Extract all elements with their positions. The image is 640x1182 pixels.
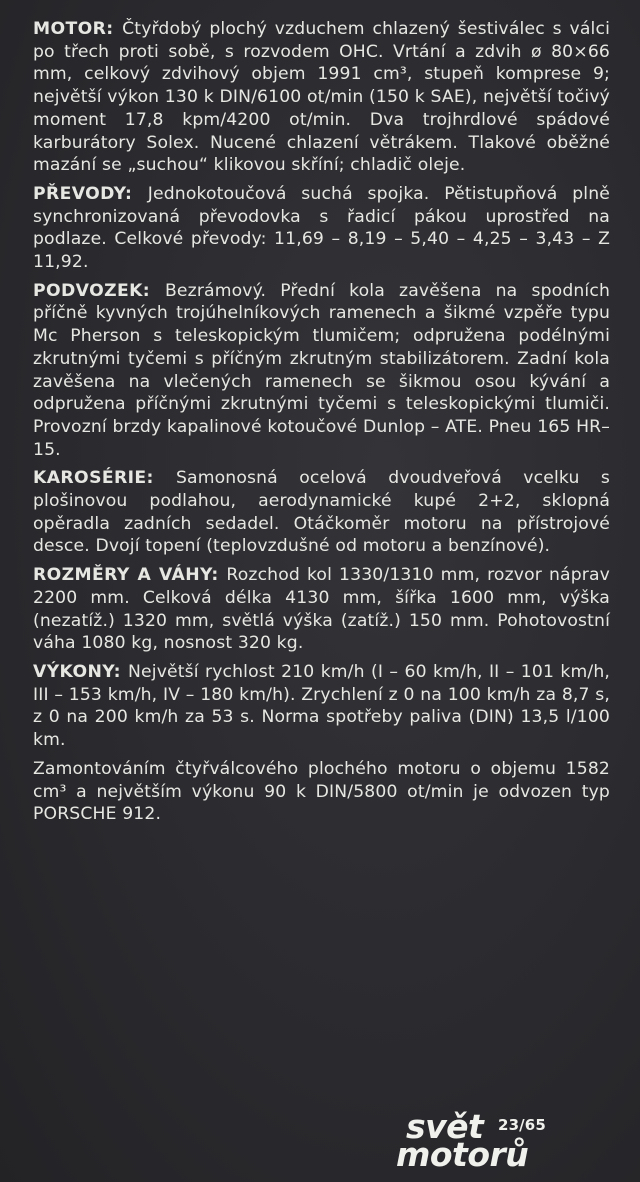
section-text: Rozchod kol 1330/1310 mm, rozvor náprav 2200 mm. Celková délka 4130 mm, šířka 1600 mm, výška (nezatíž.) 1320 mm, světlá výška (zatíž.) 150 mm. Pohotovostní váha 1080 kg, nosnost 320 kg.	[33, 565, 610, 654]
section-text: Samonosná ocelová dvoudveřová vcelku s plošinovou podlahou, aerodynamické kupé 2+2, sklopná opěradla zadních sedadel. Otáčkoměr motoru na přístrojové desce. Dvojí topení (teplovzdušné od motoru a benzínové).	[33, 468, 610, 557]
section-vykony	[33, 661, 610, 752]
section-closing-note	[33, 758, 610, 826]
section-heading: KAROSÉRIE:	[33, 468, 176, 489]
section-rozmery-a-vahy	[33, 564, 610, 655]
issue-number: 23/65	[498, 1116, 546, 1134]
section-heading: PODVOZEK:	[33, 280, 165, 301]
section-text: Zamontováním čtyřválcového plochého motoru o objemu 1582 cm³ a největším výkonu 90 k DIN/5800 ot/min je odvozen typ PORSCHE 912.	[33, 758, 610, 825]
logo-line-motoru: motorů	[396, 1135, 529, 1174]
section-text: Jednokotoučová suchá spojka. Pětistupňová plně synchronizovaná převodovka s řadicí pákou uprostřed na podlaze. Celkové převody: 11,69 – 8,19 – 5,40 – 4,25 – 3,43 – Z 11,92.	[33, 183, 610, 273]
section-text: Největší rychlost 210 km/h (I – 60 km/h, II – 101 km/h, III – 153 km/h, IV – 180 km/h). Zrychlení z 0 na 100 km/h za 8,7 s, z 0 na 200 km/h za 53 s. Norma spotřeby paliva (DIN) 13,5 l/100 km.	[33, 661, 610, 751]
section-heading: ROZMĚRY A VÁHY:	[33, 565, 227, 586]
section-motor	[33, 18, 610, 177]
section-prevody	[33, 183, 610, 274]
section-heading: PŘEVODY:	[33, 183, 148, 204]
section-text: Čtyřdobý plochý vzduchem chlazený šestiválec s válci po třech proti sobě, s rozvodem OHC. Vrtání a zdvih ø 80×66 mm, celkový zdvihový objem 1991 cm³, stupeň komprese 9; největší výkon 130 k DIN/6100 ot/min (150 k SAE), největší točivý moment 17,8 kpm/4200 ot/min. Dva trojhrdlové spádové karburátory Solex. Nucené chlazení větrákem. Tlakové oběžné mazání se „suchou“ klikovou skříní; chladič oleje.	[33, 19, 610, 176]
magazine-logo	[396, 1107, 596, 1174]
section-karoserie	[33, 467, 610, 558]
section-text: Bezrámový. Přední kola zavěšena na spodních příčně kyvných trojúhelníkových ramenech a šikmé vzpěře typu Mc Pherson s teleskopickým tlumičem; odpružena podélnými zkrutnými tyčemi s příčným zkrutným stabilizátorem. Zadní kola zavěšena na vlečených ramenech se šikmou osou kývání a odpružena příčnými zkrutnými tyčemi s teleskopickými tlumiči. Provozní brzdy kapalinové kotoučové Dunlop – ATE. Pneu 165 HR–15.	[33, 280, 610, 460]
section-podvozek	[33, 280, 610, 462]
section-heading: VÝKONY:	[33, 661, 129, 682]
logo-line-svet: svět	[406, 1107, 484, 1146]
section-heading: MOTOR:	[33, 19, 123, 39]
